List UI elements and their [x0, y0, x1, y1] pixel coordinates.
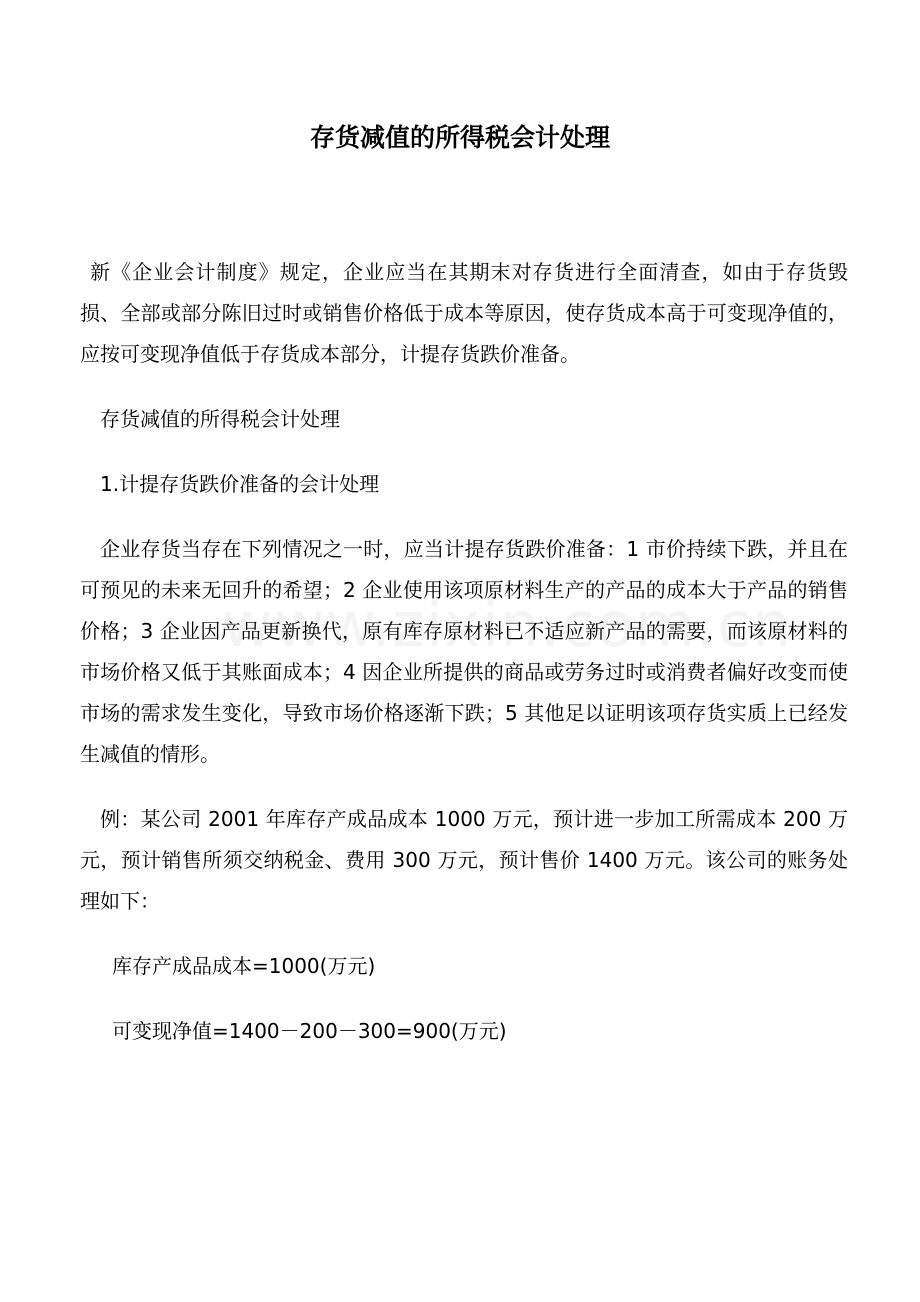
- paragraph-example: 例：某公司 2001 年库存产成品成本 1000 万元，预计进一步加工所需成本 200 万元，预计销售所须交纳税金、费用 300 万元，预计售价 1400 万元。该公司的账务处理如下：: [80, 807, 848, 913]
- subsection-heading: 1.计提存货跌价准备的会计处理: [100, 472, 380, 496]
- formula-net-realizable-value: 可变现净值=1400－200－300=900(万元): [112, 1019, 507, 1043]
- document-title: 存货减值的所得税会计处理: [309, 123, 610, 152]
- document-body: [80, 252, 848, 1076]
- paragraph-conditions: 企业存货当存在下列情况之一时，应当计提存货跌价准备：1 市价持续下跌，并且在可预见的未来无回升的希望；2 企业使用该项原材料生产的产品的成本大于产品的销售价格；3 企业因产品更新换代，原有库存原材料已不适应新产品的需要，而该原材料的市场价格又低于其账面成本；4 因企业所提供的商品或劳务过时或消费者偏好改变而使市场的需求发生变化，导致市场价格逐渐下跌；5 其他足以证明该项存货实质上已经发生减值的情形。: [80, 537, 848, 766]
- paragraph-intro: 新《企业会计制度》规定，企业应当在其期末对存货进行全面清查，如由于存货毁损、全部或部分陈旧过时或销售价格低于成本等原因，使存货成本高于可变现净值的，应按可变现净值低于存货成本部分，计提存货跌价准备。: [80, 260, 848, 366]
- formula-inventory-cost: 库存产成品成本=1000(万元): [112, 954, 376, 978]
- section-heading: 存货减值的所得税会计处理: [100, 407, 340, 431]
